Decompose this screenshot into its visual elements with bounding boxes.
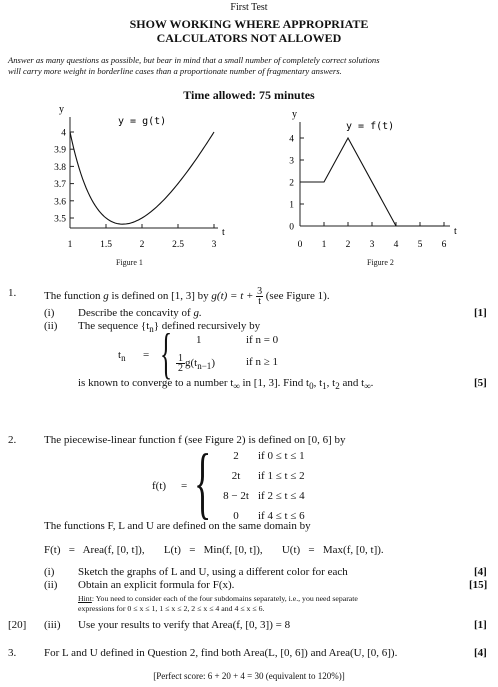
q2-part-ii: Obtain an explicit formula for F(x). [78, 579, 235, 591]
figure-2-title: y = f(t) [346, 121, 395, 132]
figure-2-x-tick-label: 0 [297, 240, 303, 250]
figure-2-y-axis-label: y [292, 109, 297, 120]
figure-1-x-tick-label: 1.5 [100, 240, 112, 250]
figure-2-x-tick-label: 5 [417, 240, 423, 250]
q1-number: 1. [8, 287, 17, 299]
q3-number: 3. [8, 647, 17, 659]
figure-2-y-tick-label: 3 [289, 156, 294, 167]
figure-2-y-tick-label: 1 [289, 200, 294, 211]
q2-part-iii-marks: [1] [474, 619, 487, 631]
figure-1-y-tick-label: 4 [61, 128, 66, 139]
figure-2-x-tick-label: 2 [345, 240, 351, 250]
q1-part-ii-label: (ii) [44, 320, 58, 332]
figure-1-x-tick-label: 3 [211, 240, 217, 250]
q2-number: 2. [8, 434, 17, 446]
figure-2-x-tick-label: 6 [441, 240, 447, 250]
time-allowed: Time allowed: 75 minutes [183, 88, 315, 102]
q1-part-ii: The sequence $\{t_n\}$ defined recursively by [78, 320, 261, 335]
q3-marks: [4] [474, 647, 487, 659]
q2-case-condition: if 1 ≤ t ≤ 2 [258, 470, 305, 482]
q1-part-i: Describe the concavity of g. [78, 307, 202, 319]
q2-intro: The piecewise-linear function f (see Figure 2) is defined on [0, 6] by [44, 434, 346, 446]
q2-case-value: 8 − 2t [223, 490, 249, 502]
figure-2-caption: Figure 2 [367, 258, 394, 267]
figure-2-y-tick-label: 0 [289, 222, 294, 233]
title-line-2: CALCULATORS NOT ALLOWED [156, 31, 342, 45]
test-label: First Test [230, 2, 268, 13]
q1-statement: The function g is defined on [1, 3] by $g(t) = t + \frac{3}{t} (see$ Figure 1). [44, 286, 330, 307]
q2-part-ii-marks: [15] [469, 579, 488, 591]
figure-1-y-tick-label: 3.8 [54, 162, 66, 173]
q1-case2-val: $\frac{1}{2}g(t_{n-1})$ [178, 353, 215, 374]
advice-line-2: will carry more weight in borderline cases than a proportionate number of fragmentary answers. [8, 66, 342, 76]
q2-brace: { [194, 439, 212, 527]
figure-1-x-tick-label: 2 [139, 240, 145, 250]
q2-part-i-marks: [4] [474, 566, 487, 578]
figure-2-x-tick-label: 1 [321, 240, 327, 250]
figure-1-title: y = g(t) [118, 116, 167, 127]
q2-part-i: Sketch the graphs of L and U, using a different color for each [78, 566, 348, 578]
q2-part-ii-label: (ii) [44, 579, 58, 591]
figure-2-x-tick-label: 3 [369, 240, 375, 250]
q1-seq-lhs: $t_n$ [118, 349, 126, 364]
q2-hint-line-2: expressions for 0 ≤ x ≤ 1, 1 ≤ x ≤ 2, 2 ≤ x ≤ 4 and 4 ≤ x ≤ 6. [78, 604, 265, 613]
q1-part-i-label: (i) [44, 307, 55, 319]
advice-line-1: Answer as many questions as possible, but bear in mind that a small number of completely correct solutions [8, 55, 380, 65]
figure-2-y-tick-label: 4 [289, 134, 294, 145]
q1-case1-cond: if n = 0 [246, 334, 279, 346]
figure-1-y-axis-label: y [59, 104, 64, 115]
figure-1-y-tick-label: 3.9 [54, 145, 66, 156]
q2-definitions: F(t) = Area(f, [0, t]), L(t) = Min(f, [0, t]), U(t) = Max(f, [0, t]). [44, 544, 384, 556]
q2-case-condition: if 2 ≤ t ≤ 4 [258, 490, 305, 502]
q2-total-marks: [20] [8, 619, 27, 631]
q2-part-iii: Use your results to verify that Area(f, [0, 3]) = 8 [78, 619, 291, 631]
q3-text: For L and U defined in Question 2, find both Area(L, [0, 6]) and Area(U, [0, 6]). [44, 647, 398, 659]
q2-case-condition: if 0 ≤ t ≤ 1 [258, 450, 305, 462]
figure-1-curve [70, 132, 214, 224]
q2-f-eq: = [181, 480, 188, 492]
q2-case-value: 2t [231, 470, 241, 482]
q1-seq-eq: = [143, 349, 150, 361]
q2-part-i-label: (i) [44, 566, 55, 578]
figure-1-x-tick-label: 2.5 [172, 240, 184, 250]
q1-converge-text: is known to converge to a number $t_\infty$ in [1, 3]. Find $t_0$, $t_1$, $t_2$ and $t_\infty$. [78, 377, 374, 392]
figure-2-curve [300, 138, 444, 226]
q2-case-value: 2 [233, 450, 239, 462]
q2-part-iii-label: (iii) [44, 619, 61, 631]
title-line-1: SHOW WORKING WHERE APPROPRIATE [129, 17, 369, 31]
figure-1-y-tick-label: 3.7 [54, 180, 66, 191]
figure-2-y-tick-label: 2 [289, 178, 294, 189]
figure-2-x-tick-label: 4 [393, 240, 399, 250]
figure-1-y-tick-label: 3.6 [54, 197, 66, 208]
q1-part-i-marks: [1] [474, 307, 487, 319]
q2-case-condition: if 4 ≤ t ≤ 6 [258, 510, 305, 522]
q1-brace: { [160, 323, 173, 385]
q2-hint-line-1: Hint: You need to consider each of the four subdomains separately, i.e., you need separate [78, 594, 358, 603]
figure-1-x-axis-label: t [222, 227, 225, 238]
q1-case2-cond: if n ≥ 1 [246, 356, 279, 368]
perfect-score: [Perfect score: 6 + 20 + 4 = 30 (equivalent to 120%)] [153, 671, 345, 681]
figure-2-x-axis-label: t [454, 226, 457, 237]
figure-1-y-tick-label: 3.5 [54, 214, 66, 225]
q2-f-lhs: f(t) [152, 480, 167, 492]
figure-1-chart [48, 104, 238, 272]
q1-case1-val: 1 [196, 334, 202, 346]
q2-case-value: 0 [233, 510, 239, 522]
figure-1-caption: Figure 1 [116, 258, 143, 267]
q1-part-ii-marks: [5] [474, 377, 487, 389]
figure-1-x-tick-label: 1 [67, 240, 73, 250]
figure-2-chart [278, 104, 468, 272]
q2-domain-text: The functions F, L and U are defined on the same domain by [44, 520, 311, 532]
